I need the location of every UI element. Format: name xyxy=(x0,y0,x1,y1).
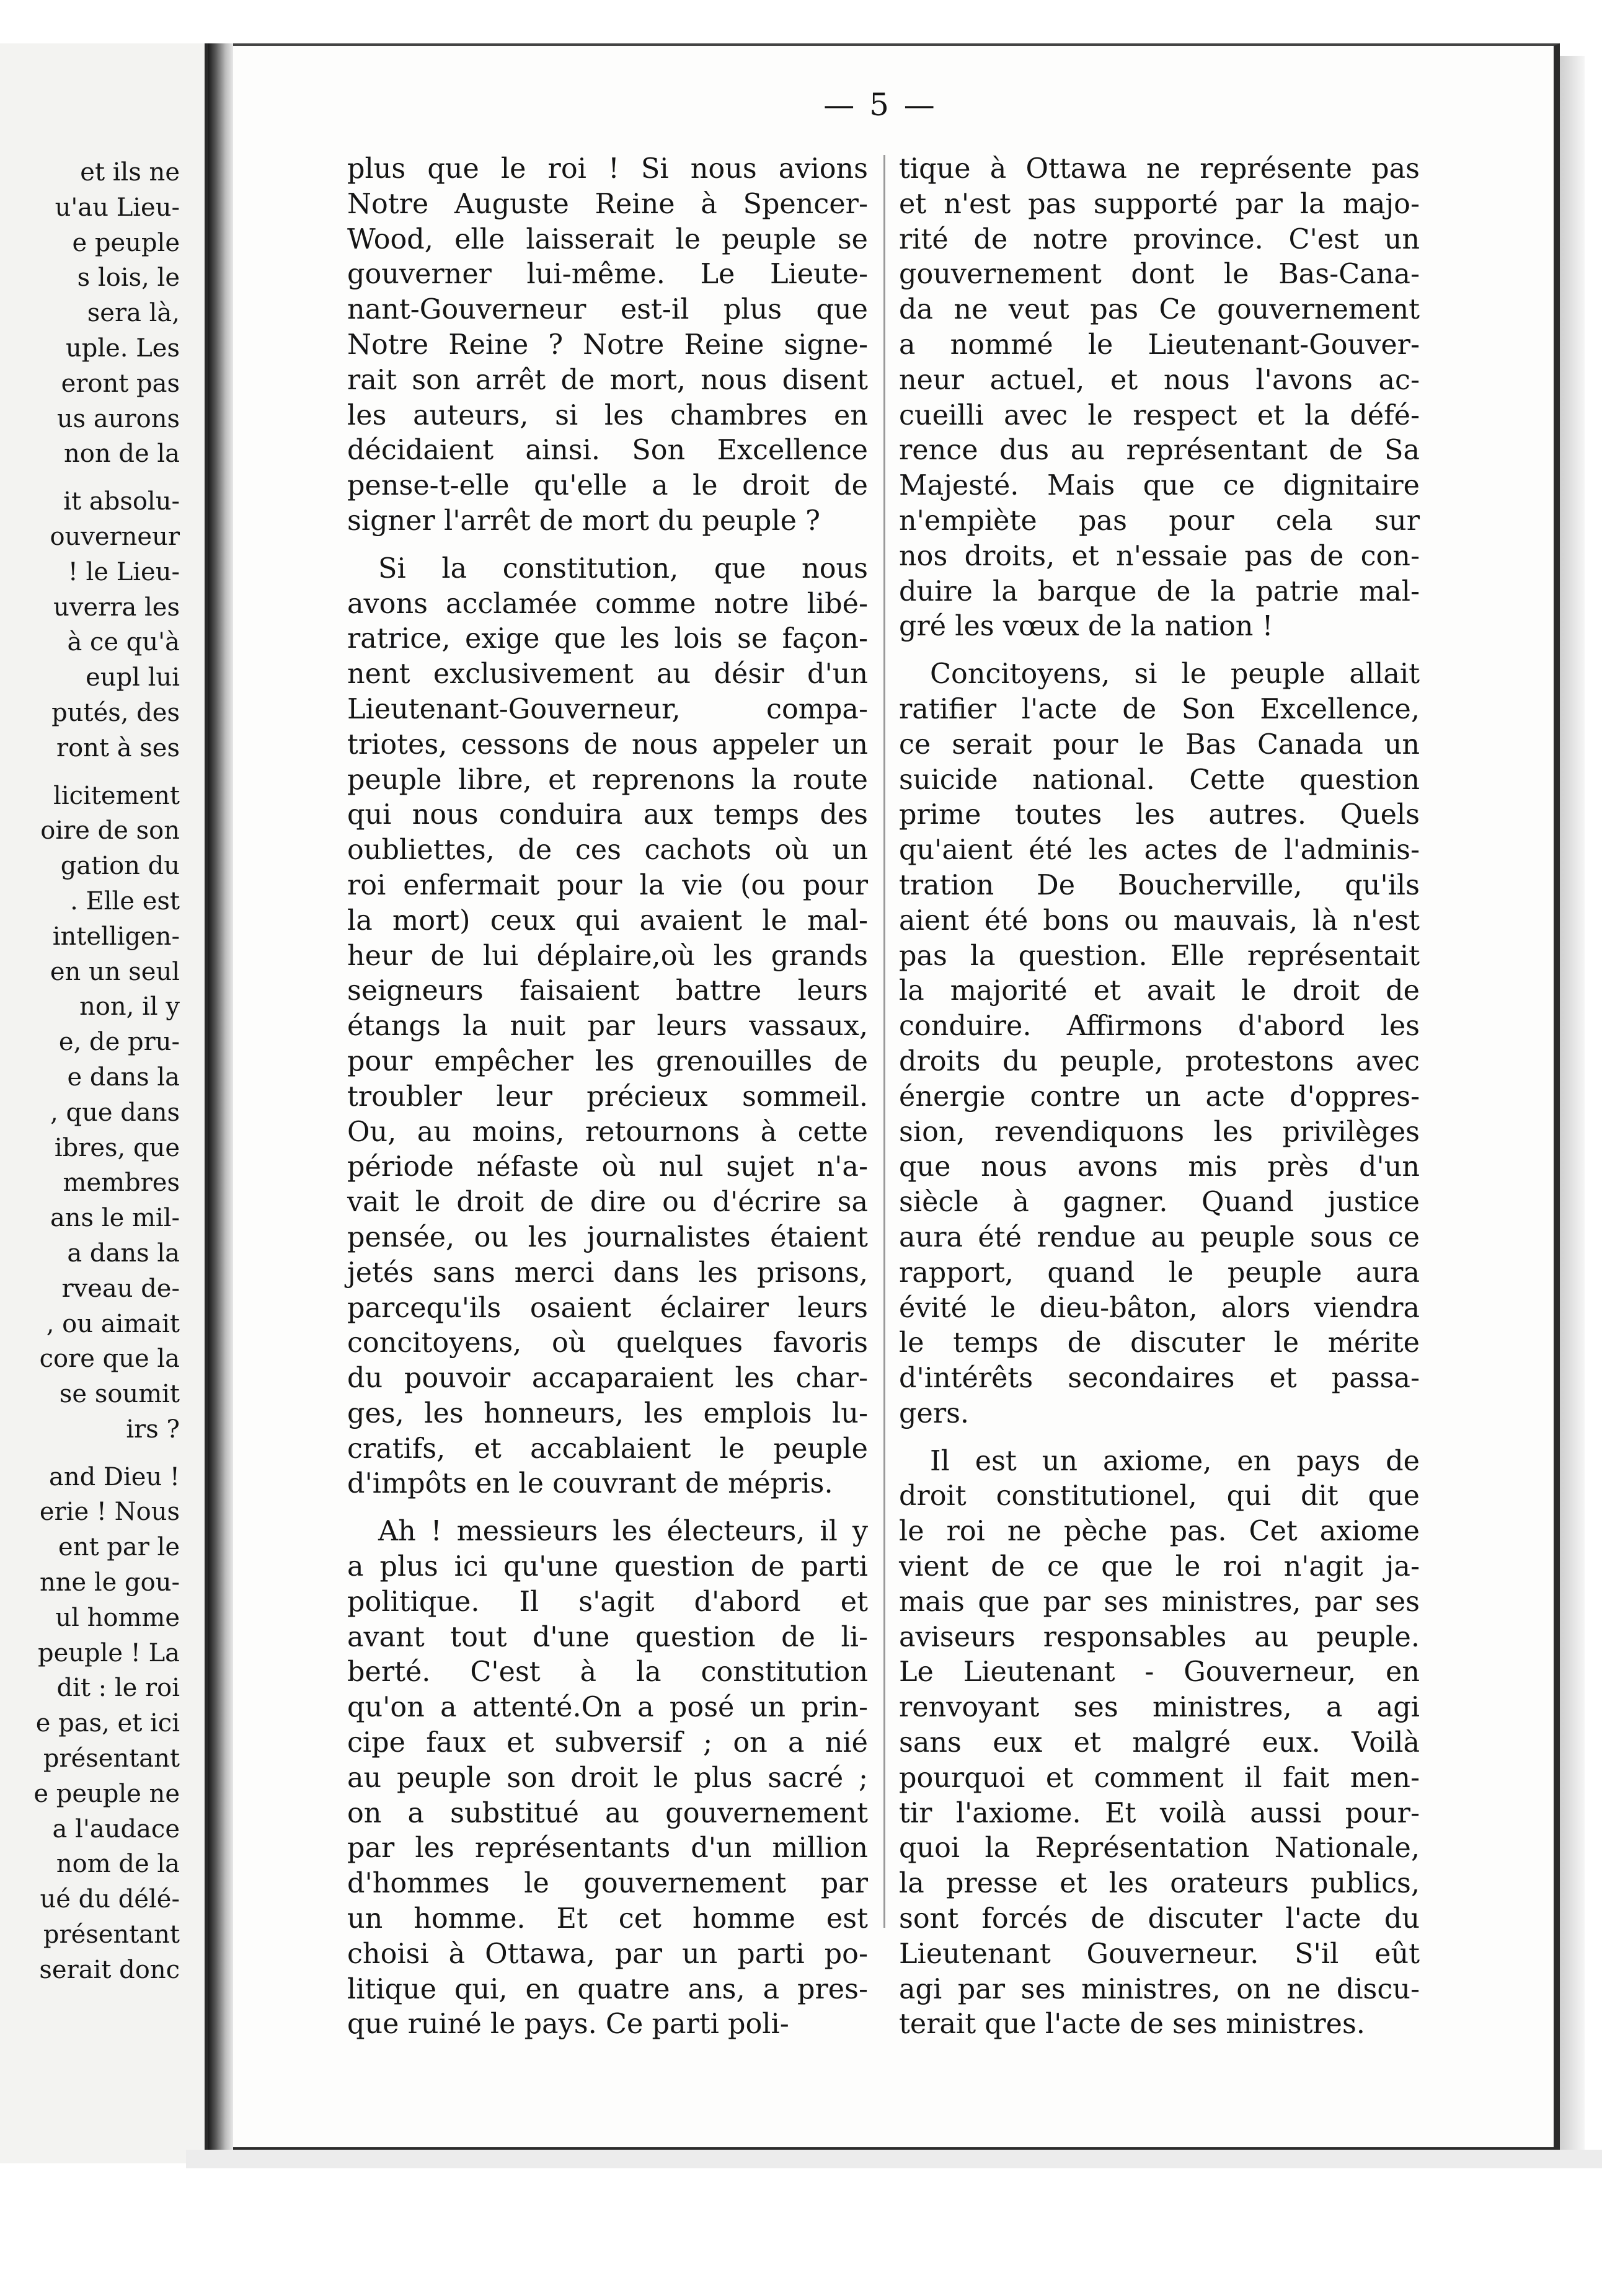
left-page-line: erie ! Nous xyxy=(39,1498,180,1527)
right-column-line: quoi la Représentation Nationale, xyxy=(899,1832,1420,1865)
right-column-line: la majorité et avait le droit de xyxy=(899,975,1420,1007)
middle-column-line: roi enfermait pour la vie (ou pour xyxy=(347,869,868,901)
right-column-line: ratifier l'acte de Son Excellence, xyxy=(899,693,1420,725)
right-column-line: n'empiète pas pour cela sur xyxy=(899,505,1420,537)
middle-column-line: au peuple son droit le plus sacré ; xyxy=(347,1762,868,1794)
middle-column-line: pensée, ou les journalistes étaient xyxy=(347,1221,868,1253)
middle-column-line: oubliettes, de ces cachots où un xyxy=(347,834,868,867)
right-column-line: terait que l'acte de ses ministres. xyxy=(899,2008,1365,2041)
middle-column-line: on a substitué au gouvernement xyxy=(347,1797,868,1829)
right-column-line: rence dus au représentant de Sa xyxy=(899,435,1420,467)
page-bottom-strip xyxy=(186,2150,1602,2168)
middle-column-line: choisi à Ottawa, par un parti po- xyxy=(347,1938,868,1970)
left-page-line: core que la xyxy=(39,1344,180,1374)
left-page-line: gation du xyxy=(60,852,180,881)
left-page-line: . Elle est xyxy=(70,886,180,916)
middle-column-line: vait le droit de dire ou d'écrire sa xyxy=(347,1186,868,1219)
left-page-line: , ou aimait xyxy=(46,1309,180,1338)
middle-column-line: Notre Reine ? Notre Reine signe- xyxy=(347,329,868,361)
left-page-line: e peuple ne xyxy=(33,1779,180,1808)
middle-column-line: litique qui, en quatre ans, a pres- xyxy=(347,1973,868,2005)
left-page-line: sera là, xyxy=(87,299,180,328)
right-column-line: droit constitutionel, qui dit que xyxy=(899,1480,1420,1512)
middle-column-line: peuple libre, et reprenons la route xyxy=(347,764,868,796)
middle-column-line: étangs la nuit par leurs vassaux, xyxy=(347,1010,868,1043)
middle-column-line: gouverner lui-même. Le Lieute- xyxy=(347,258,868,291)
right-column-line: la presse et les orateurs publics, xyxy=(899,1868,1420,1900)
middle-column-line: Lieutenant-Gouverneur, compa- xyxy=(347,693,868,725)
middle-column-line: parcequ'ils osaient éclairer leurs xyxy=(347,1292,868,1324)
middle-column-line: la mort) ceux qui avaient le mal- xyxy=(347,904,868,937)
right-column-line: qu'aient été les actes de l'adminis- xyxy=(899,834,1420,867)
left-page-line: se soumit xyxy=(59,1380,180,1409)
middle-column-line: Ou, au moins, retournons à cette xyxy=(347,1116,868,1148)
left-page-line: eront pas xyxy=(61,369,180,398)
right-column-line: Le Lieutenant - Gouverneur, en xyxy=(899,1656,1420,1689)
middle-column-line: signer l'arrêt de mort du peuple ? xyxy=(347,505,820,537)
right-column-line: droits du peuple, protestons avec xyxy=(899,1045,1420,1077)
left-page-line: it absolu- xyxy=(63,487,180,516)
middle-column-line: les auteurs, si les chambres en xyxy=(347,399,868,431)
right-column-line: rapport, quand le peuple aura xyxy=(899,1256,1420,1289)
right-column-line: sont forcés de discuter l'acte du xyxy=(899,1903,1420,1935)
right-column-line: pas la question. Elle représentait xyxy=(899,940,1420,972)
right-column-line: gré les vœux de la nation ! xyxy=(899,611,1273,643)
middle-column-line: cipe faux et subversif ; on a nié xyxy=(347,1727,868,1759)
right-column-line: et n'est pas supporté par la majo- xyxy=(899,188,1420,220)
left-page-line: à ce qu'à xyxy=(67,628,180,657)
right-column-line: rité de notre province. C'est un xyxy=(899,223,1420,255)
left-page-line: u'au Lieu- xyxy=(55,193,180,222)
right-column-line: Lieutenant Gouverneur. S'il eût xyxy=(899,1938,1420,1970)
right-column-line: évité le dieu-bâton, alors viendra xyxy=(899,1292,1420,1324)
right-column-line: le temps de discuter le mérite xyxy=(899,1327,1420,1359)
middle-column-line: pense-t-elle qu'elle a le droit de xyxy=(347,470,868,502)
middle-column-line: un homme. Et cet homme est xyxy=(347,1903,868,1935)
right-text-column xyxy=(899,152,1420,2042)
left-page-text-column xyxy=(0,155,180,1988)
middle-column-line: seigneurs faisaient battre leurs xyxy=(347,975,868,1007)
middle-column-line: rait son arrêt de mort, nous disent xyxy=(347,364,868,396)
middle-column-line: par les représentants d'un million xyxy=(347,1832,868,1865)
left-page-line: peuple ! La xyxy=(37,1638,180,1667)
middle-column-line: avant tout d'une question de li- xyxy=(347,1621,868,1653)
right-column-line: Il est un axiome, en pays de xyxy=(930,1445,1420,1477)
page-number: — 5 — xyxy=(823,87,937,123)
right-column-line: Concitoyens, si le peuple allait xyxy=(930,658,1420,691)
middle-column-line: d'impôts en le couvrant de mépris. xyxy=(347,1468,833,1500)
left-page-line: ! le Lieu- xyxy=(68,557,180,586)
middle-column-line: pour empêcher les grenouilles de xyxy=(347,1045,868,1077)
right-column-line: prime toutes les autres. Quels xyxy=(899,799,1420,831)
left-page-line: ans le mil- xyxy=(50,1204,180,1233)
middle-column-line: triotes, cessons de nous appeler un xyxy=(347,728,868,761)
right-column-line: aura été rendue au peuple sous ce xyxy=(899,1221,1420,1253)
middle-column-line: qui nous conduira aux temps des xyxy=(347,799,868,831)
middle-column-line: décidaient ainsi. Son Excellence xyxy=(347,435,868,467)
middle-column-line: ges, les honneurs, les emplois lu- xyxy=(347,1397,868,1429)
left-page-line: ibres, que xyxy=(54,1133,180,1162)
middle-column-line: plus que le roi ! Si nous avions xyxy=(347,153,868,185)
middle-column-line: que ruiné le pays. Ce parti poli- xyxy=(347,2008,789,2041)
middle-column-line: période néfaste où nul sujet n'a- xyxy=(347,1151,868,1183)
left-page-line: , que dans xyxy=(50,1098,180,1127)
left-page-line: membres xyxy=(63,1168,180,1198)
left-page-line: nom de la xyxy=(56,1850,180,1879)
middle-text-column xyxy=(347,152,868,2042)
left-page-line: licitement xyxy=(53,781,180,810)
right-column-line: aviseurs responsables au peuple. xyxy=(899,1621,1420,1653)
right-column-line: sion, revendiquons les privilèges xyxy=(899,1116,1420,1148)
left-page-line: nne le gou- xyxy=(39,1568,180,1597)
left-page-line: a l'audace xyxy=(52,1814,180,1843)
left-page-line: e, de pru- xyxy=(58,1028,180,1057)
right-column-line: agi par ses ministres, on ne discu- xyxy=(899,1973,1420,2005)
left-page-line xyxy=(0,1447,180,1460)
left-page-line: en un seul xyxy=(50,957,180,986)
page-edge-shadow xyxy=(1560,56,1585,2163)
middle-column-line: Ah ! messieurs les électeurs, il y xyxy=(378,1516,868,1548)
left-page-line: putés, des xyxy=(51,698,180,727)
right-column-line: vient de ce que le roi n'agit ja- xyxy=(899,1551,1420,1583)
left-page-line: irs ? xyxy=(126,1415,180,1444)
right-column-line: tration De Boucherville, qu'ils xyxy=(899,869,1420,901)
right-column-line: a nommé le Lieutenant-Gouver- xyxy=(899,329,1420,361)
right-column-line: que nous avons mis près d'un xyxy=(899,1151,1420,1183)
left-page-line: ouverneur xyxy=(50,522,180,551)
left-page-line: serait donc xyxy=(39,1955,180,1984)
left-page-line: ul homme xyxy=(55,1603,180,1632)
left-page-line: et ils ne xyxy=(80,158,180,187)
right-column-line: gouvernement dont le Bas-Cana- xyxy=(899,258,1420,291)
middle-column-line: avons acclamée comme notre libé- xyxy=(347,588,868,620)
left-page-line: présentant xyxy=(43,1744,180,1773)
middle-column-line: Si la constitution, que nous xyxy=(378,552,868,585)
middle-column-line: jetés sans merci dans les prisons, xyxy=(347,1256,868,1289)
right-column-line: aient été bons ou mauvais, là n'est xyxy=(899,904,1420,937)
left-page-line: ront à ses xyxy=(56,733,180,762)
middle-column-line: nent exclusivement au désir d'un xyxy=(347,658,868,691)
middle-column-line: d'hommes le gouvernement par xyxy=(347,1868,868,1900)
middle-column-line: berté. C'est à la constitution xyxy=(347,1656,868,1689)
middle-column-line: qu'on a attenté.On a posé un prin- xyxy=(347,1692,868,1724)
left-page-line: eupl lui xyxy=(86,663,180,692)
left-page-line: non, il y xyxy=(79,992,180,1022)
middle-column-line: cratifs, et accablaient le peuple xyxy=(347,1433,868,1465)
right-column-line: renvoyant ses ministres, a agi xyxy=(899,1692,1420,1724)
right-column-line: cueilli avec le respect et la défé- xyxy=(899,399,1420,431)
right-column-line: énergie contre un acte d'oppres- xyxy=(899,1080,1420,1113)
right-column-line: ce serait pour le Bas Canada un xyxy=(899,728,1420,761)
middle-column-line: Notre Auguste Reine à Spencer- xyxy=(347,188,868,220)
left-page-line: us aurons xyxy=(56,404,180,433)
middle-column-line: concitoyens, où quelques favoris xyxy=(347,1327,868,1359)
left-page-line: intelligen- xyxy=(52,922,180,951)
right-column-line: siècle à gagner. Quand justice xyxy=(899,1186,1420,1219)
left-page-line: rveau de- xyxy=(61,1274,180,1303)
left-page-line xyxy=(0,766,180,779)
book-gutter xyxy=(208,43,233,2163)
right-column-line: suicide national. Cette question xyxy=(899,764,1420,796)
right-column-line: tir l'axiome. Et voilà aussi pour- xyxy=(899,1797,1420,1829)
left-page-line: oire de son xyxy=(40,816,180,846)
right-column-line: neur actuel, et nous l'avons ac- xyxy=(899,364,1420,396)
left-page-line: e pas, et ici xyxy=(35,1709,180,1738)
left-page-line: ent par le xyxy=(58,1533,180,1562)
middle-column-line: Wood, elle laisserait le peuple se xyxy=(347,223,868,255)
right-column-line: le roi ne pèche pas. Cet axiome xyxy=(899,1516,1420,1548)
middle-column-line: troubler leur précieux sommeil. xyxy=(347,1080,868,1113)
left-page-line xyxy=(0,472,180,484)
right-column-line: sans eux et malgré eux. Voilà xyxy=(899,1727,1420,1759)
left-page-line: and Dieu ! xyxy=(48,1462,180,1491)
right-column-line: pourquoi et comment il fait men- xyxy=(899,1762,1420,1794)
right-column-line: da ne veut pas Ce gouvernement xyxy=(899,294,1420,326)
right-column-line: gers. xyxy=(899,1397,970,1429)
left-page-line: s lois, le xyxy=(77,263,180,293)
right-column-line: d'intérêts secondaires et passa- xyxy=(899,1362,1420,1395)
right-column-line: mais que par ses ministres, par ses xyxy=(899,1586,1420,1618)
left-page-line: non de la xyxy=(64,439,180,469)
left-page-line: présentant xyxy=(43,1920,180,1949)
scan-margin-top xyxy=(0,0,1602,37)
right-column-line: Majesté. Mais que ce dignitaire xyxy=(899,470,1420,502)
middle-column-line: ratrice, exige que les lois se façon- xyxy=(347,623,868,655)
middle-column-line: du pouvoir accaparaient les char- xyxy=(347,1362,868,1395)
left-page-line: e peuple xyxy=(72,228,180,257)
left-page-line: uple. Les xyxy=(65,333,180,363)
middle-column-line: politique. Il s'agit d'abord et xyxy=(347,1586,868,1618)
left-page-line: a dans la xyxy=(67,1239,180,1268)
left-page-line: dit : le roi xyxy=(56,1674,180,1703)
right-column-line: nos droits, et n'essaie pas de con- xyxy=(899,540,1420,572)
right-column-line: tique à Ottawa ne représente pas xyxy=(899,153,1420,185)
left-page-fragment xyxy=(0,43,208,2163)
right-column-line: duire la barque de la patrie mal- xyxy=(899,575,1420,607)
right-column-line: conduire. Affirmons d'abord les xyxy=(899,1010,1420,1043)
middle-column-line: heur de lui déplaire,où les grands xyxy=(347,940,868,972)
middle-column-line: a plus ici qu'une question de parti xyxy=(347,1551,868,1583)
left-page-line: ué du délé- xyxy=(40,1885,180,1914)
middle-column-line: nant-Gouverneur est-il plus que xyxy=(347,294,868,326)
column-divider xyxy=(883,155,885,1928)
left-page-line: e dans la xyxy=(67,1062,180,1092)
left-page-line: uverra les xyxy=(53,593,180,622)
